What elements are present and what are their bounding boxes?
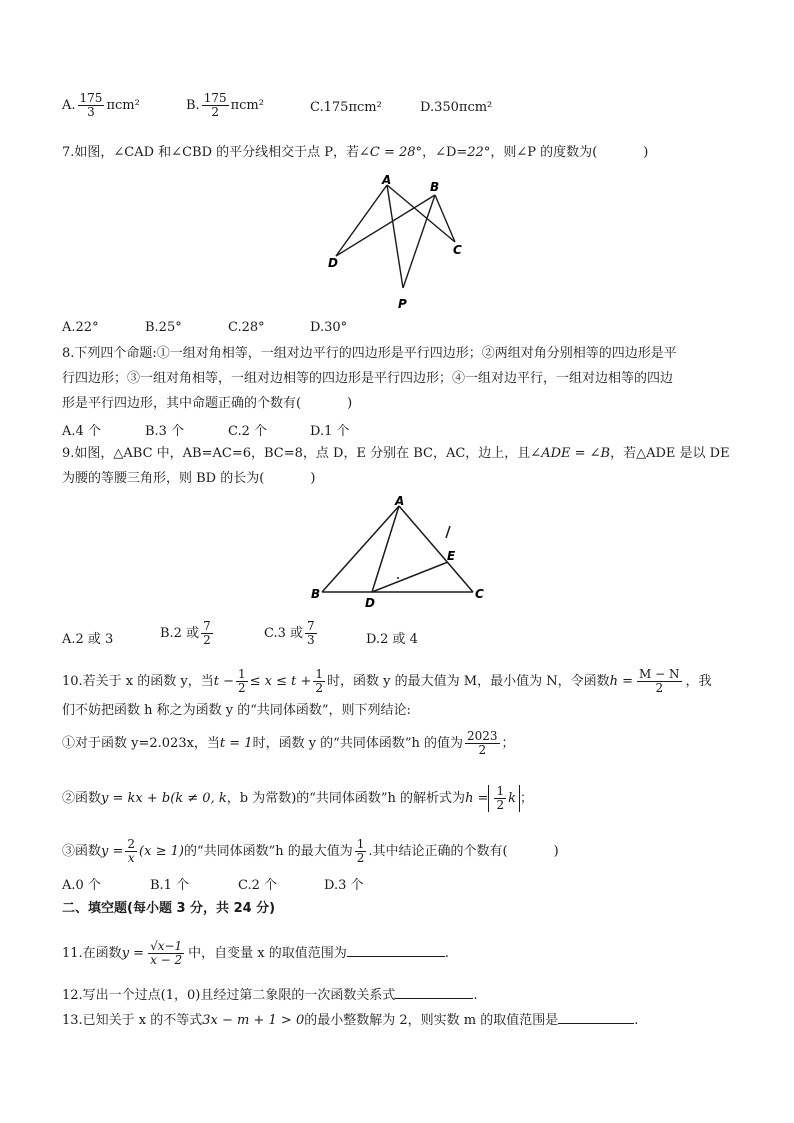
q8-line2: 行四边形；③一组对角相等，一组对边相等的四边形是平行四边形；④一组对边平行，一组对边相等的四边 — [62, 371, 674, 386]
fraction — [125, 838, 137, 865]
math-expr: h = — [465, 791, 489, 806]
fraction-numerator: 2 — [127, 837, 136, 851]
stem-text: ，则∠P 的度数为( — [490, 145, 598, 160]
stem-text: 7.如图，∠CAD 和∠CBD 的平分线相交于点 P，若 — [62, 145, 360, 160]
stem-text: ③函数 — [62, 844, 102, 859]
fraction-numerator: 1 — [238, 667, 246, 681]
stem-text: 10.若关于 x 的函数 y，当 — [62, 674, 214, 689]
q10-option-b: B.1 个 — [150, 878, 190, 893]
fraction-denominator: 2 — [238, 681, 246, 695]
answer-blank[interactable] — [347, 944, 445, 957]
paren-close: ) — [553, 844, 559, 859]
stem-text: . — [634, 1013, 639, 1028]
fraction — [637, 668, 681, 695]
q10-option-d: D.3 个 — [324, 878, 364, 893]
q6-option-d — [420, 100, 492, 115]
segment-ac — [387, 185, 455, 242]
absolute-value — [488, 785, 520, 812]
answer-blank[interactable] — [395, 986, 473, 999]
math-expr: (x ≥ 1) — [139, 844, 184, 859]
q6-option-b — [186, 92, 264, 119]
option-label: B. — [186, 98, 200, 113]
fraction-numerator: M − N — [639, 667, 680, 681]
label-p: P — [398, 297, 407, 311]
segment-ab — [322, 506, 399, 592]
fraction-numerator: 2023 — [466, 729, 498, 743]
stem-text: ，b 为常数)的“共同体函数”h 的解析式为 — [226, 791, 466, 806]
section-title: 二、填空题(每小题 3 分，共 24 分) — [62, 901, 276, 916]
stem-text: ； — [501, 736, 515, 751]
q13 — [62, 1011, 638, 1030]
q7-stem — [62, 144, 648, 162]
option-text: B.2 或 — [160, 626, 200, 641]
stem-text: .其中结论正确的个数有( — [368, 844, 508, 859]
stem-text: ； — [520, 791, 534, 806]
option-label: C. — [310, 100, 324, 115]
fraction — [465, 730, 500, 757]
angle-condition: 22° — [467, 145, 491, 160]
segment-ap — [387, 185, 403, 288]
stem-text: 时，函数 y 的最大值为 M，最小值为 N，令函数 — [327, 674, 610, 689]
answer-blank[interactable] — [558, 1011, 634, 1024]
math-expr: t − — [213, 674, 234, 689]
math-expr: k — [508, 791, 516, 806]
q10-option-c: C.2 个 — [238, 878, 278, 893]
segment-ac — [399, 506, 473, 592]
fraction — [305, 620, 317, 647]
math-expr: y = kx + b(k ≠ 0, k — [101, 791, 227, 806]
angle-condition: ∠ADE = ∠B — [530, 446, 611, 461]
fraction-denominator: 2 — [655, 681, 664, 695]
stem-text: 9.如图，△ABC 中，AB=AC=6，BC=8，点 D，E 分别在 BC，AC，边上，且 — [62, 446, 531, 461]
segment-bd — [336, 195, 435, 256]
math-expr: t = 1 — [219, 736, 253, 751]
option-text: 350πcm² — [434, 100, 493, 115]
fraction-denominator: x — [127, 851, 135, 865]
q7-option-a: A.22° — [62, 320, 99, 335]
stem-text: ，我 — [685, 674, 712, 689]
segment-bp — [403, 195, 435, 288]
math-expr: y = — [101, 844, 124, 859]
label-c: C — [475, 587, 484, 601]
stem-text: . — [444, 946, 449, 961]
fraction-numerator: 1 — [356, 837, 365, 851]
q10-statement-1 — [62, 730, 515, 757]
angle-condition: ∠C = 28° — [359, 145, 423, 160]
q9-figure — [305, 492, 495, 610]
q9-line2 — [62, 470, 315, 488]
q8-option-d: D.1 个 — [310, 424, 350, 439]
fraction — [148, 940, 184, 967]
fraction — [494, 785, 506, 812]
math-expr: ≤ x ≤ t + — [249, 674, 312, 689]
fraction-numerator: 7 — [203, 619, 211, 633]
fraction — [78, 92, 105, 119]
fraction-numerator: 175 — [79, 91, 103, 105]
q9-line1 — [62, 445, 730, 463]
fraction-numerator: √x−1 — [150, 939, 183, 953]
paren-close: ) — [643, 145, 649, 160]
stem-text: 中，自变量 x 的取值范围为 — [188, 946, 347, 961]
stem-text: ②函数 — [62, 791, 102, 806]
q8-line3 — [62, 395, 352, 413]
q7-option-c: C.28° — [228, 320, 265, 335]
fraction — [236, 668, 248, 695]
q10-line2: 们不妨把函数 h 称之为函数 y 的“共同体函数”，则下列结论: — [62, 703, 411, 718]
q8-line1: 8.下列四个命题:①一组对角相等，一组对边平行的四边形是平行四边形；②两组对角分别相等的四边形是平 — [62, 346, 677, 361]
label-d: D — [328, 256, 338, 270]
segment-ad — [372, 506, 399, 592]
q8-option-c: C.2 个 — [228, 424, 268, 439]
segment-de — [372, 562, 448, 592]
paren-close: ) — [310, 471, 316, 486]
fraction-denominator: 2 — [203, 633, 211, 647]
fraction-denominator: 2 — [478, 743, 487, 757]
fraction-numerator: 7 — [307, 619, 315, 633]
fraction — [313, 668, 325, 695]
stem-text: 时，函数 y 的“共同体函数”h 的值为 — [252, 736, 463, 751]
stem-text: 12.写出一个过点(1，0)且经过第二象限的一次函数关系式 — [62, 988, 396, 1003]
option-text: C.3 或 — [264, 626, 304, 641]
segment-bc — [435, 195, 455, 242]
fraction-denominator: 2 — [211, 105, 219, 119]
q9-option-c — [264, 620, 319, 647]
fraction — [202, 92, 229, 119]
segment-ad — [336, 185, 387, 256]
fraction-denominator: x − 2 — [150, 953, 183, 967]
option-unit: πcm² — [106, 98, 140, 113]
fraction-numerator: 175 — [203, 91, 227, 105]
stem-text: . — [473, 988, 478, 1003]
stem-text: 13.已知关于 x 的不等式 — [62, 1013, 203, 1028]
math-expr: y = — [121, 946, 145, 961]
q9-option-d: D.2 或 4 — [366, 632, 418, 647]
q9-option-b — [160, 620, 215, 647]
fraction-numerator: 1 — [496, 784, 505, 798]
q9-option-a: A.2 或 3 — [62, 632, 114, 647]
q7-option-b: B.25° — [145, 320, 182, 335]
fraction — [355, 838, 367, 865]
option-label: D. — [420, 100, 435, 115]
option-text: 175πcm² — [323, 100, 382, 115]
fraction-denominator: 3 — [307, 633, 315, 647]
label-a: A — [395, 494, 405, 508]
stem-text: ，∠D= — [422, 145, 468, 160]
math-expr: 3x − m + 1 > 0 — [202, 1013, 305, 1028]
q7-option-d: D.30° — [310, 320, 348, 335]
label-d: D — [365, 596, 375, 610]
stem-text: 为腰的等腰三角形，则 BD 的长为( — [62, 471, 265, 486]
stem-text: 形是平行四边形，其中命题正确的个数有( — [62, 396, 302, 411]
q8-option-a: A.4 个 — [62, 424, 101, 439]
stem-text: ①对于函数 y=2.023x，当 — [62, 736, 220, 751]
stem-text: 的最小整数解为 2，则实数 m 的取值范围是 — [304, 1013, 559, 1028]
paren-close: ) — [347, 396, 353, 411]
label-c: C — [453, 243, 462, 257]
stem-text: 11.在函数 — [62, 946, 122, 961]
tick-mark — [446, 526, 450, 538]
q10-statement-3 — [62, 838, 559, 865]
q10-statement-2 — [62, 785, 533, 812]
stem-text: 的“共同体函数”h 的最大值为 — [183, 844, 353, 859]
q10-option-a: A.0 个 — [62, 878, 101, 893]
q6-option-a — [62, 92, 140, 119]
fraction-numerator: 1 — [315, 667, 324, 681]
fraction-denominator: 2 — [496, 798, 505, 812]
fraction-denominator: 2 — [315, 681, 324, 695]
label-b: B — [311, 587, 321, 601]
option-unit: πcm² — [230, 98, 264, 113]
stem-text: ，若△ADE 是以 DE — [610, 446, 730, 461]
q12 — [62, 986, 478, 1005]
label-e: E — [447, 549, 456, 563]
option-label: A. — [62, 98, 76, 113]
q7-figure — [320, 170, 480, 315]
dot-mark — [397, 577, 399, 579]
fraction-denominator: 2 — [356, 851, 365, 865]
math-expr: h = — [609, 674, 634, 689]
label-a: A — [382, 173, 392, 187]
q11 — [62, 940, 449, 967]
fraction-denominator: 3 — [87, 105, 95, 119]
label-b: B — [430, 180, 440, 194]
q8-option-b: B.3 个 — [145, 424, 185, 439]
q6-option-c — [310, 100, 382, 115]
fraction — [201, 620, 213, 647]
q10-line1 — [62, 668, 712, 695]
